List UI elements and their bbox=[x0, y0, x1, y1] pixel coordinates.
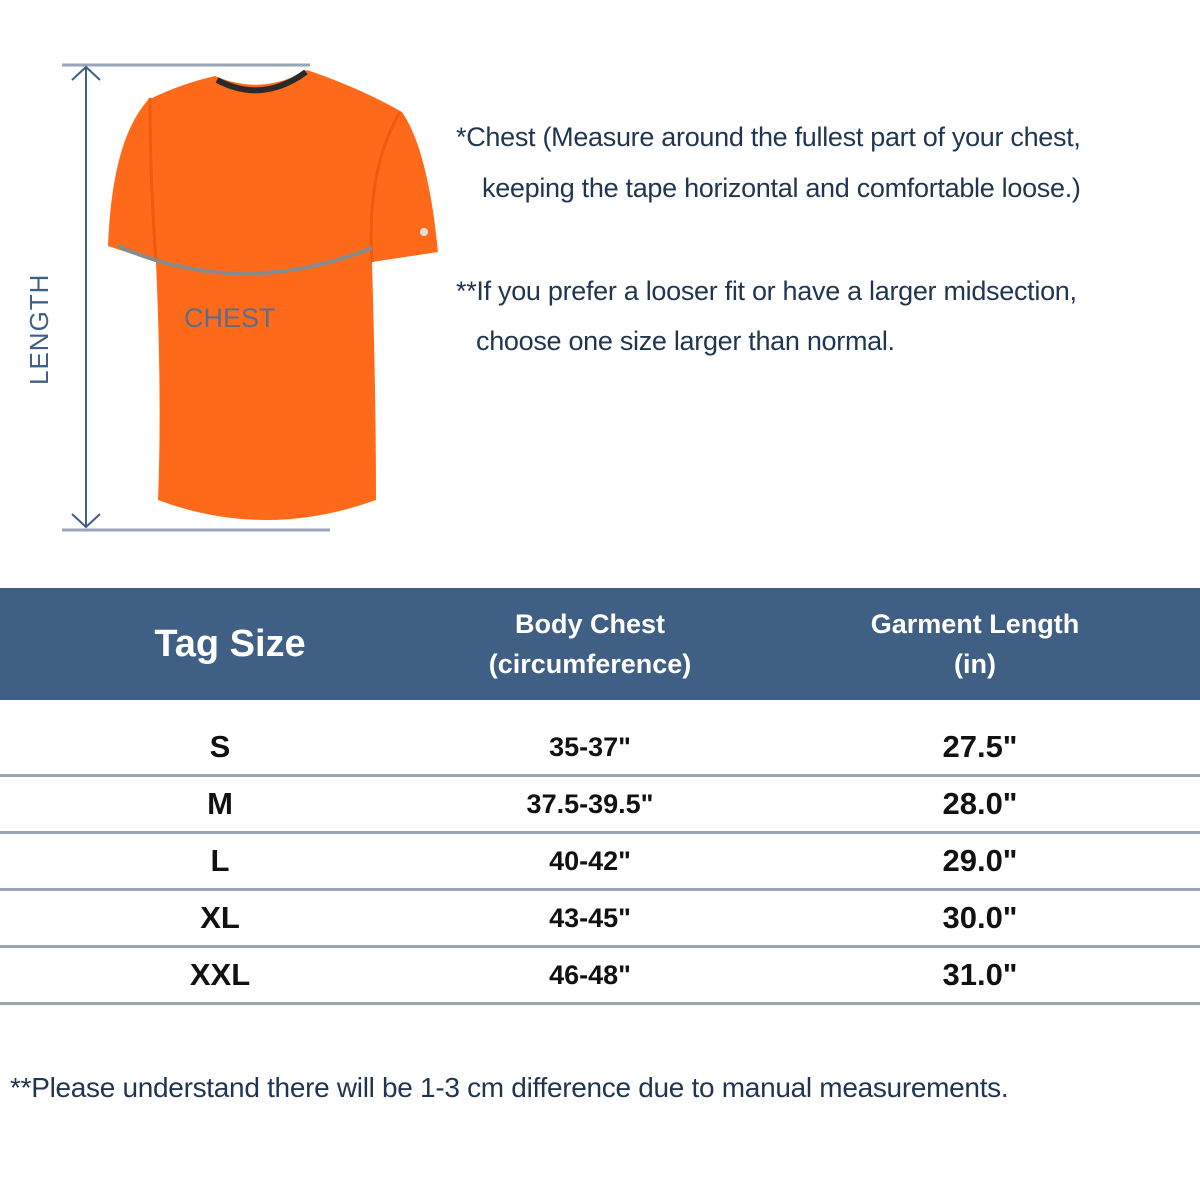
measurement-footnote: **Please understand there will be 1-3 cm difference due to manual measurements. bbox=[10, 1072, 1009, 1103]
table-row bbox=[0, 891, 1200, 948]
row-garment-length: 30.0" bbox=[942, 900, 1018, 935]
table-row bbox=[0, 834, 1200, 891]
header-body-chest-line-1: Body Chest bbox=[514, 609, 666, 639]
row-garment-length: 28.0" bbox=[942, 786, 1018, 821]
header-garment-length-line-1: Garment Length bbox=[870, 609, 1080, 639]
header-garment-length bbox=[825, 588, 1125, 700]
row-tag-size: M bbox=[207, 786, 233, 821]
row-tag-size: XXL bbox=[189, 957, 251, 992]
row-tag-size: XL bbox=[200, 900, 240, 935]
header-garment-length-line-2: (in) bbox=[954, 649, 996, 679]
row-garment-length: 27.5" bbox=[942, 729, 1018, 764]
row-body-chest: 35-37" bbox=[549, 731, 631, 762]
fit-note-line-1: **If you prefer a looser fit or have a larger midsection, bbox=[456, 276, 1077, 306]
row-body-chest: 43-45" bbox=[549, 902, 631, 933]
row-body-chest: 37.5-39.5" bbox=[526, 788, 654, 819]
header-body-chest-line-2: (circumference) bbox=[488, 649, 692, 679]
chest-note-line-1: *Chest (Measure around the fullest part of your chest, bbox=[456, 122, 1081, 152]
row-tag-size: S bbox=[209, 729, 231, 764]
row-body-chest: 40-42" bbox=[549, 845, 631, 876]
table-row bbox=[0, 777, 1200, 834]
chest-note-line-2: keeping the tape horizontal and comfortable loose.) bbox=[482, 173, 1081, 203]
size-table-body bbox=[0, 720, 1200, 1005]
header-tag-size-label: Tag Size bbox=[154, 622, 306, 665]
table-row bbox=[0, 720, 1200, 777]
fit-note-line-2: choose one size larger than normal. bbox=[476, 326, 895, 356]
header-tag-size bbox=[80, 588, 380, 700]
length-label: LENGTH bbox=[24, 273, 54, 385]
size-table-header bbox=[0, 588, 1200, 700]
row-garment-length: 29.0" bbox=[942, 843, 1018, 878]
chest-label: CHEST bbox=[184, 303, 276, 333]
measurement-notes bbox=[0, 0, 1200, 560]
row-tag-size: L bbox=[210, 843, 230, 878]
row-garment-length: 31.0" bbox=[942, 957, 1018, 992]
table-row bbox=[0, 948, 1200, 1005]
header-body-chest bbox=[440, 588, 740, 700]
row-body-chest: 46-48" bbox=[549, 959, 631, 990]
